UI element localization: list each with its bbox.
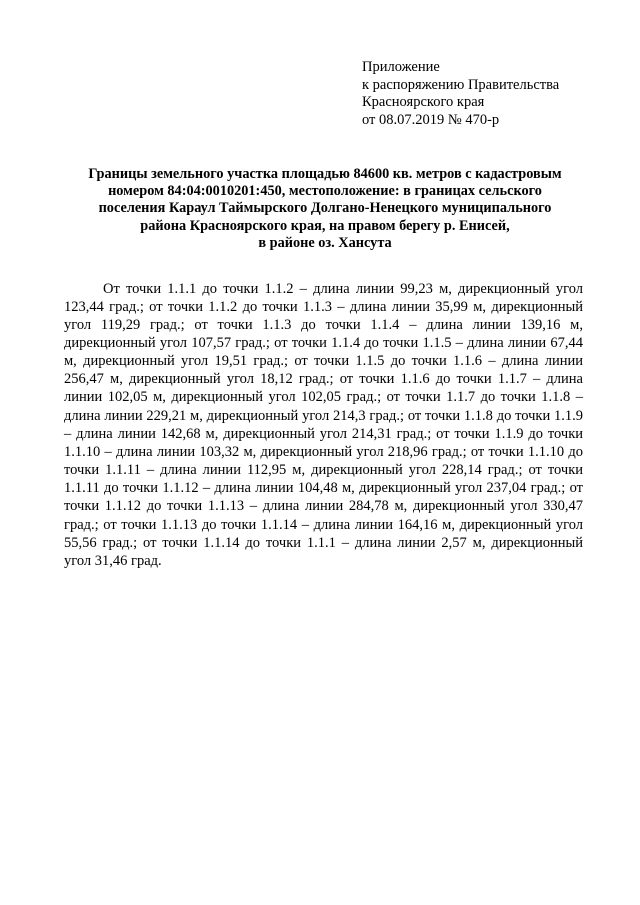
appendix-line-3: Красноярского края: [362, 94, 485, 110]
title-line-4: района Красноярского края, на правом берегу р. Енисей,: [140, 217, 510, 234]
appendix-line-4: от 08.07.2019 № 470-р: [362, 111, 500, 128]
appendix-header: [362, 59, 559, 129]
appendix-line-1: Приложение: [362, 59, 440, 75]
appendix-line-2: к распоряжению Правительства: [362, 76, 560, 93]
title-line-1: Границы земельного участка площадью 84600 кв. метров с кадастровым: [88, 166, 562, 182]
title-line-2: номером 84:04:0010201:450, местоположение: в границах сельского: [108, 183, 542, 200]
boundary-description-paragraph: От точки 1.1.1 до точки 1.1.2 – длина линии 99,23 м, дирекционный угол 123,44 град.; от точки 1.1.2 до точки 1.1.3 – длина линии 35,99 м, дирекционный угол 119,29 град.; от точки 1.1.3 до точки 1.1.4 – длина линии 139,16 м, дирекционный угол 107,57 град.; от точки 1.1.4 до точки 1.1.5 – длина линии 67,44 м, дирекционный угол 19,51 град.; от точки 1.1.5 до точки 1.1.6 – длина линии 256,47 м, дирекционный угол 18,12 град.; от точки 1.1.6 до точки 1.1.7 – длина линии 102,05 м, дирекционный угол 102,05 град.; от точки 1.1.7 до точки 1.1.8 – длина линии 229,21 м, дирекционный угол 214,3 град.; от точки 1.1.8 до точки 1.1.9 – длина линии 142,68 м, дирекционный угол 214,31 град.; от точки 1.1.9 до точки 1.1.10 – длина линии 103,32 м, дирекционный угол 218,96 град.; от точки 1.1.10 до точки 1.1.11 – длина линии 112,95 м, дирекционный угол 228,14 град.; от точки 1.1.11 до точки 1.1.12 – длина линии 104,48 м, дирекционный угол 237,04 град.; от точки 1.1.12 до точки 1.1.13 – длина линии 284,78 м, дирекционный угол 330,47 град.; от точки 1.1.13 до точки 1.1.14 – длина линии 164,16 м, дирекционный угол 55,56 град.; от точки 1.1.14 до точки 1.1.1 – длина линии 2,57 м, дирекционный угол 31,46 град.: [64, 280, 583, 569]
title-line-3: поселения Караул Таймырского Долгано-Ненецкого муниципального: [98, 200, 552, 217]
document-title: [60, 166, 590, 252]
title-line-5: в районе оз. Хансута: [258, 234, 392, 251]
